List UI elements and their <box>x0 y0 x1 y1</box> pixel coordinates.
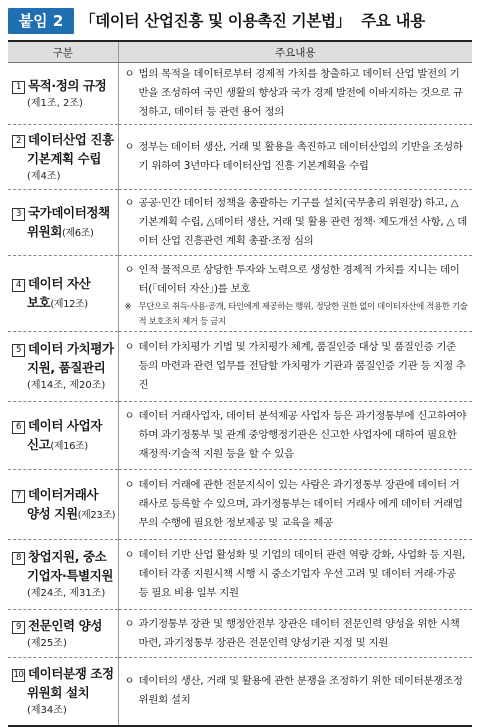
bullet-icon: ㅇ <box>124 549 135 561</box>
row-article: (제1조, 2조) <box>27 97 83 109</box>
row-content <box>118 190 472 256</box>
row-category <box>8 332 118 402</box>
row-category <box>8 658 118 726</box>
row-content-text: 법의 목적을 데이터로부터 경제적 가치를 창출하고 데이터 산업 발전의 기반을 조성하여 국민 생활의 향상과 국가 경제 발전에 이바지하는 것으로 규정하고, 데이터 등 관련 용어 정의 <box>138 68 463 118</box>
row-title-line2: 지원, 품질관리 <box>27 360 106 375</box>
row-title: 데이터분쟁 조정 <box>28 665 114 681</box>
table-row <box>8 190 472 256</box>
row-title-line2: 신고 <box>27 436 51 452</box>
attachment-badge: 붙임 2 <box>8 8 74 34</box>
row-number-box: 9 <box>12 621 25 634</box>
row-content <box>118 658 472 726</box>
table-row <box>8 125 472 190</box>
table-row <box>8 658 472 726</box>
row-category <box>8 402 118 470</box>
row-article: (제14조, 제20조) <box>27 380 106 391</box>
row-note <box>123 299 469 329</box>
row-content-text: 과기정통부 장관 및 행정안전부 장관은 데이터 전문인력 양성을 위한 시책 마련, 과기정통부 장관은 전문인력 양성기관 지정 및 지원 <box>138 617 460 649</box>
row-content-text: 데이터 거래에 관한 전문지식이 있는 사람은 과기정통부 장관에 데이터 거래사로 등록할 수 있으며, 과기정통부는 데이터 거래사 에게 데이터 거래업무의 수행에 필요한 정보제공 및 교육을 제공 <box>138 479 463 529</box>
row-content-text: 데이터 기반 산업 활성화 및 기업의 데이터 관련 역량 강화, 사업화 등 지원, 데이터 각종 지원시책 시행 시 중소기업자 우선 고려 및 데이터 거래·가공 등 필요 비용 일부 지원 <box>138 549 466 599</box>
law-title: 「데이터 산업진흥 및 이용촉진 기본법」 <box>80 12 351 30</box>
row-content-text: 공공·민간 데이터 정책을 총괄하는 기구를 설치(국무총리 위원장) 하고, △ 기본계획 수립, △데이터 생산, 거래 및 활용 관련 정책· 제도개선 사항, △ 데이터 산업 진흥관련 계획 총괄·조정 심의 <box>138 197 468 247</box>
row-content-text: 데이터의 생산, 거래 및 활용에 관한 분쟁을 조정하기 위한 데이터분쟁조정위원회 설치 <box>138 675 463 707</box>
row-content <box>118 63 472 125</box>
row-title-line2: 기본계획 수립 <box>27 150 102 166</box>
row-title-line2: 양성 지원 <box>27 505 78 521</box>
row-category <box>8 125 118 190</box>
column-header-category: 구분 <box>8 41 118 63</box>
row-number-box: 8 <box>12 552 25 565</box>
row-number-box: 7 <box>12 490 25 503</box>
row-title: 데이터 자산 <box>28 275 91 291</box>
bullet-icon: ㅇ <box>124 68 135 80</box>
row-content <box>118 332 472 402</box>
row-number-box: 6 <box>12 421 25 434</box>
row-note-text: 무단으로 취득·사용·공개, 타인에게 제공하는 행위, 정당한 권한 없이 데이터자산에 적용한 기술적 보호조치 제거 등 금지 <box>138 300 468 326</box>
table-row <box>8 610 472 658</box>
document-header <box>8 6 472 36</box>
row-content <box>118 540 472 610</box>
row-number-box: 2 <box>12 135 25 148</box>
row-content <box>118 125 472 190</box>
row-article: (제34조) <box>27 704 67 716</box>
document-title <box>80 9 425 33</box>
row-title: 창업지원, 중소 <box>28 549 107 564</box>
row-content-text: 정부는 데이터 생산, 거래 및 활용을 촉진하고 데이터산업의 기반을 조성하기 위하여 3년마다 데이터산업 진흥 기본계획을 수립 <box>138 141 463 172</box>
row-number-box: 3 <box>12 208 25 221</box>
table-row <box>8 256 472 332</box>
summary-table <box>8 40 472 727</box>
row-content <box>118 470 472 540</box>
bullet-icon: ㅇ <box>124 617 135 630</box>
table-row <box>8 63 472 125</box>
bullet-icon: ㅇ <box>124 479 135 491</box>
row-number-box: 1 <box>12 81 25 94</box>
title-suffix: 주요 내용 <box>361 12 425 30</box>
table-row <box>8 540 472 610</box>
bullet-icon: ㅇ <box>124 197 135 209</box>
row-title: 전문인력 양성 <box>28 617 103 633</box>
table-row <box>8 470 472 540</box>
row-number-box: 10 <box>13 669 24 680</box>
row-number-box: 4 <box>12 279 25 292</box>
row-category <box>8 610 118 658</box>
row-title: 국가데이터정책 <box>28 204 110 220</box>
table-header-row <box>8 41 472 63</box>
row-title-line2: 위원회 설치 <box>27 684 90 700</box>
row-content-text: 데이터 거래사업자, 데이터 분석제공 사업자 등은 과기정통부에 신고하여야 하며 과기정통부 및 관계 중앙행정기관은 신고한 사업자에 대하여 필요한 재정적·기술적 지원 등을 할 수 있음 <box>138 410 467 460</box>
row-number-box: 5 <box>12 344 25 357</box>
row-article: (제12조) <box>50 298 88 310</box>
reference-mark-icon: ※ <box>124 300 132 311</box>
row-title-line2: 보호 <box>27 294 51 310</box>
row-title-line2: 위원회 <box>27 223 63 239</box>
row-title: 목적·정의 규정 <box>28 77 107 93</box>
bullet-icon: ㅇ <box>124 141 135 153</box>
row-content-text: 데이터 가치평가 기법 및 가치평가 체계, 품질인증 대상 및 품질인증 기준 등의 마련과 관련 업무를 전담할 가치평가 기관과 품질인증 기관 등 지정 추진 <box>138 341 466 391</box>
column-header-content: 주요내용 <box>118 41 472 63</box>
row-content <box>118 256 472 332</box>
row-title: 데이터거래사 <box>28 486 99 502</box>
row-category <box>8 256 118 332</box>
row-category <box>8 63 118 125</box>
row-category <box>8 540 118 610</box>
bullet-icon: ㅇ <box>124 341 135 353</box>
row-title-line2: 기업자·특별지원 <box>27 568 114 583</box>
row-title: 데이터 가치평가 <box>28 341 114 356</box>
row-article: (제24조, 제31조) <box>27 588 106 599</box>
bullet-icon: ㅇ <box>124 410 135 422</box>
table-row <box>8 332 472 402</box>
row-article: (제4조) <box>27 170 61 182</box>
row-article: (제23조) <box>77 509 116 521</box>
row-article: (제25조) <box>27 637 67 649</box>
row-article: (제16조) <box>50 440 88 452</box>
row-article: (제6조) <box>62 227 94 239</box>
bullet-icon: ㅇ <box>124 263 135 276</box>
row-title: 데이터산업 진흥 <box>28 131 114 147</box>
bullet-icon: ㅇ <box>124 675 135 688</box>
row-content <box>118 610 472 658</box>
table-row <box>8 402 472 470</box>
row-content <box>118 402 472 470</box>
row-content-text: 인적 물적으로 상당한 투자와 노력으로 생성한 경제적 가치를 지니는 데이터(「데이터 자산」)를 보호 <box>138 263 460 295</box>
row-title: 데이터 사업자 <box>28 417 103 433</box>
row-category <box>8 470 118 540</box>
row-category <box>8 190 118 256</box>
